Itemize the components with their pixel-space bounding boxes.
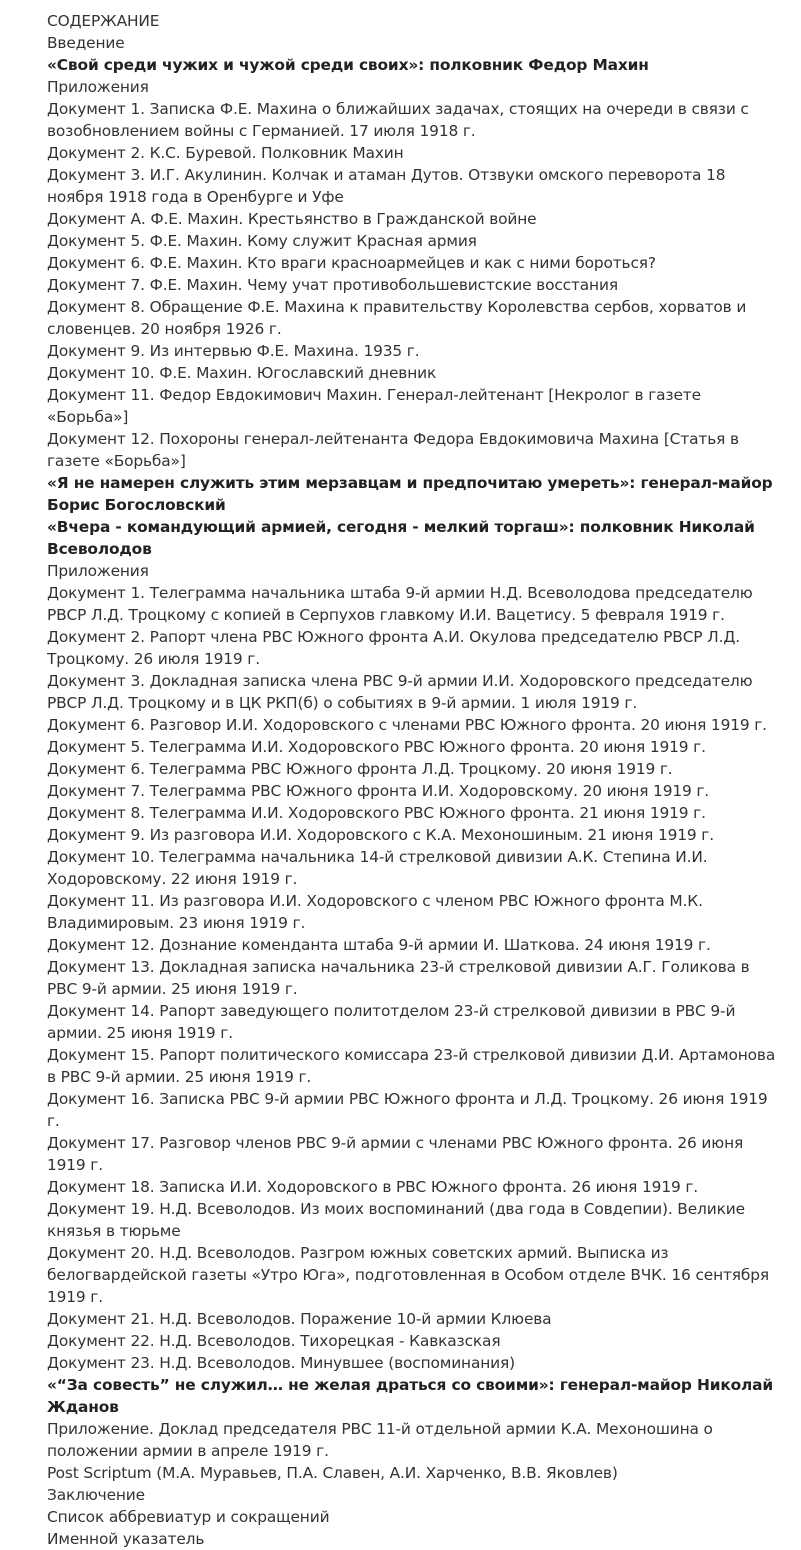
toc-entry: Приложение. Доклад председателя РВС 11-й отдельной армии К.А. Мехоношина о положении армии в апреле 1919 г. [47,1420,713,1460]
toc-entry: Документ 5. Телеграмма И.И. Ходоровского РВС Южного фронта. 20 июня 1919 г. [47,738,706,756]
toc-entry: Документ 1. Записка Ф.Е. Махина о ближайших задачах, стоящих на очереди в связи с возобновлением войны с Германией. 17 июля 1918 г. [47,100,749,140]
toc-entry: Документ 19. Н.Д. Всеволодов. Из моих воспоминаний (два года в Совдепии). Великие князья в тюрьме [47,1200,745,1240]
toc-entries-list [47,32,777,1550]
toc-entry: Документ 6. Телеграмма РВС Южного фронта Л.Д. Троцкому. 20 июня 1919 г. [47,760,673,778]
toc-entry: Документ 3. Докладная записка члена РВС 9-й армии И.И. Ходоровского председателю РВСР Л.Д. Троцкому и в ЦК РКП(б) о событиях в 9-й армии. 1 июля 1919 г. [47,672,753,712]
toc-entry: Документ 7. Ф.Е. Махин. Чему учат противобольшевистские восстания [47,276,618,294]
toc-entry: Документ 9. Из интервью Ф.Е. Махина. 1935 г. [47,342,420,360]
toc-entry: Документ 16. Записка РВС 9-й армии РВС Южного фронта и Л.Д. Троцкому. 26 июня 1919 г. [47,1090,768,1130]
toc-entry: Документ 8. Обращение Ф.Е. Махина к правительству Королевства сербов, хорватов и словенцев. 20 ноября 1926 г. [47,298,747,338]
toc-entry: Документ 9. Из разговора И.И. Ходоровского с К.А. Мехоношиным. 21 июня 1919 г. [47,826,714,844]
toc-heading: СОДЕРЖАНИЕ [47,12,160,30]
toc-entry: Заключение [47,1486,145,1504]
toc-entry: Список аббревиатур и сокращений [47,1508,330,1526]
toc-entry: Документ 11. Из разговора И.И. Ходоровского с членом РВС Южного фронта М.К. Владимировым. 23 июня 1919 г. [47,892,703,932]
toc-entry: Документ 10. Ф.Е. Махин. Югославский дневник [47,364,437,382]
toc-entry: Документ 7. Телеграмма РВС Южного фронта И.И. Ходоровскому. 20 июня 1919 г. [47,782,710,800]
toc-entry: Документ А. Ф.Е. Махин. Крестьянство в Гражданской войне [47,210,537,228]
toc-entry: Документ 2. Рапорт члена РВС Южного фронта А.И. Окулова председателю РВСР Л.Д. Троцкому. 26 июля 1919 г. [47,628,740,668]
toc-entry: Документ 8. Телеграмма И.И. Ходоровского РВС Южного фронта. 21 июня 1919 г. [47,804,706,822]
toc-entry: Документ 17. Разговор членов РВС 9-й армии с членами РВС Южного фронта. 26 июня 1919 г. [47,1134,744,1174]
toc-entry: Приложения [47,78,149,96]
toc-entry: Документ 3. И.Г. Акулинин. Колчак и атаман Дутов. Отзвуки омского переворота 18 ноября 1918 года в Оренбурге и Уфе [47,166,726,206]
toc-entry: Документ 6. Ф.Е. Махин. Кто враги красноармейцев и как с ними бороться? [47,254,656,272]
table-of-contents [47,10,777,1550]
toc-entry: Приложения [47,562,149,580]
toc-entry: Документ 1. Телеграмма начальника штаба 9-й армии Н.Д. Всеволодова председателю РВСР Л.Д. Троцкому с копией в Серпухов главкому И.И. Вацетису. 5 февраля 1919 г. [47,584,753,624]
toc-entry: Документ 20. Н.Д. Всеволодов. Разгром южных советских армий. Выписка из белогвардейской газеты «Утро Юга», подготовленная в Особом отделе ВЧК. 16 сентября 1919 г. [47,1244,769,1306]
toc-entry: Документ 6. Разговор И.И. Ходоровского с членами РВС Южного фронта. 20 июня 1919 г. [47,716,767,734]
toc-entry: Документ 15. Рапорт политического комиссара 23-й стрелковой дивизии Д.И. Артамонова в РВС 9-й армии. 25 июня 1919 г. [47,1046,776,1086]
toc-entry: Документ 10. Телеграмма начальника 14-й стрелковой дивизии А.К. Степина И.И. Ходоровскому. 22 июня 1919 г. [47,848,708,888]
toc-entry: Post Scriptum (М.А. Муравьев, П.А. Славен, А.И. Харченко, В.В. Яковлев) [47,1464,618,1482]
toc-entry: Именной указатель [47,1530,205,1548]
toc-entry: Документ 11. Федор Евдокимович Махин. Генерал-лейтенант [Некролог в газете «Борьба»] [47,386,701,426]
toc-entry: Введение [47,34,125,52]
toc-section-title: «“За совесть” не служил… не желая драться со своими»: генерал-майор Николай Жданов [47,1376,774,1416]
toc-entry: Документ 5. Ф.Е. Махин. Кому служит Красная армия [47,232,477,250]
toc-entry: Документ 12. Похороны генерал-лейтенанта Федора Евдокимовича Махина [Статья в газете «Борьба»] [47,430,739,470]
toc-section-title: «Свой среди чужих и чужой среди своих»: полковник Федор Махин [47,56,649,74]
toc-entry: Документ 23. Н.Д. Всеволодов. Минувшее (воспоминания) [47,1354,515,1372]
toc-entry: Документ 14. Рапорт заведующего политотделом 23-й стрелковой дивизии в РВС 9-й армии. 25 июня 1919 г. [47,1002,736,1042]
toc-entry: Документ 2. К.С. Буревой. Полковник Махин [47,144,404,162]
toc-entry: Документ 22. Н.Д. Всеволодов. Тихорецкая - Кавказская [47,1332,501,1350]
toc-entry: Документ 18. Записка И.И. Ходоровского в РВС Южного фронта. 26 июня 1919 г. [47,1178,699,1196]
toc-entry: Документ 12. Дознание коменданта штаба 9-й армии И. Шаткова. 24 июня 1919 г. [47,936,711,954]
toc-section-title: «Вчера - командующий армией, сегодня - мелкий торгаш»: полковник Николай Всеволодов [47,518,755,558]
toc-entry: Документ 13. Докладная записка начальника 23-й стрелковой дивизии А.Г. Голикова в РВС 9-й армии. 25 июня 1919 г. [47,958,750,998]
toc-entry: Документ 21. Н.Д. Всеволодов. Поражение 10-й армии Клюева [47,1310,552,1328]
toc-section-title: «Я не намерен служить этим мерзавцам и предпочитаю умереть»: генерал-майор Борис Богословский [47,474,773,514]
